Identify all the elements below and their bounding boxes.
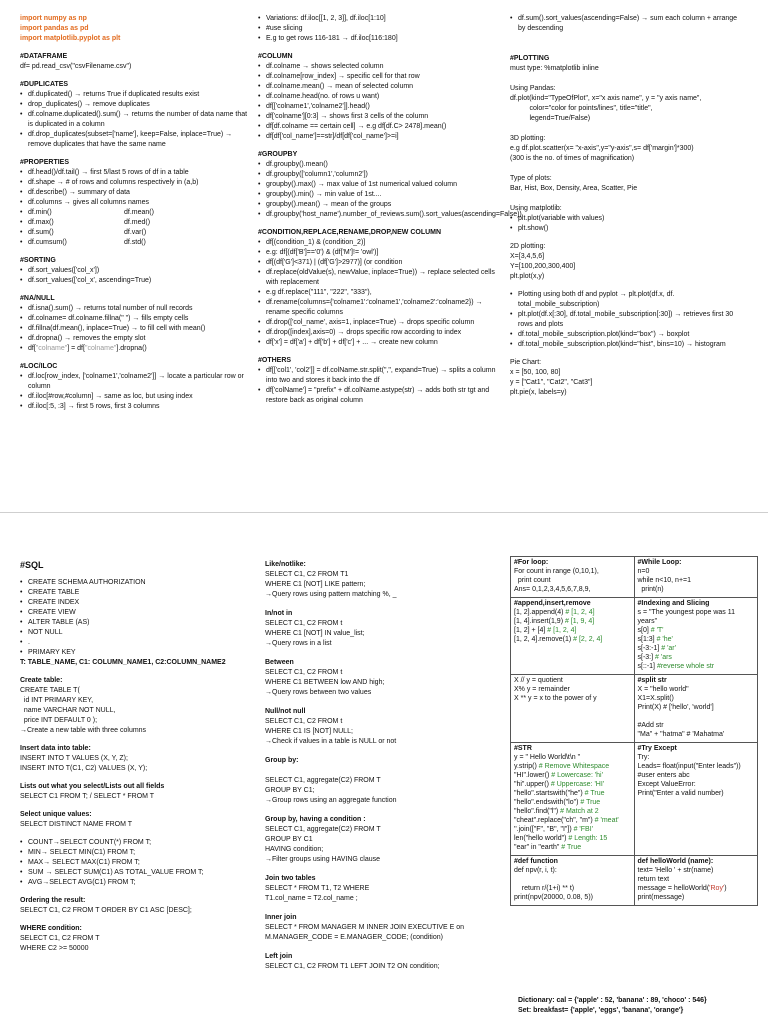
list-item: • df[['col1', 'col2']] = df.colName.str.split(",", expand=True) → splits a column into two and stores it back into the df: [258, 366, 498, 386]
list-item: • MAX→ SELECT MAX(C1) FROM T;: [20, 858, 250, 868]
text-line: Print("Enter a valid number): [637, 790, 724, 797]
list-item: • df.dropna() → removes the empty slot: [20, 334, 250, 344]
list-item: • df.drop([index],axis=0) → drops specific row according to index: [258, 328, 498, 338]
code-line: [1, 2].append(4) # [1, 2, 4]: [514, 609, 595, 616]
code-line: "hello".endswith("lo") # True: [514, 799, 601, 806]
list-item: • PRIMARY KEY: [20, 648, 250, 658]
section-condition-heading: #CONDITION,REPLACE,RENAME,DROP,NEW COLUMN: [258, 229, 442, 236]
text-line: Type of plots:: [510, 175, 552, 182]
section-groupby-heading: #GROUPBY: [258, 151, 298, 158]
list-item: • plt.plot(variable with values): [510, 214, 746, 224]
grid-row-functions: [511, 856, 758, 906]
text-line: must type: %matplotlib inline: [510, 65, 599, 72]
section-duplicates-heading: #DUPLICATES: [20, 81, 69, 88]
list-item: • E.g to get rows 116-181 → df.iloc[116:180]: [258, 34, 498, 44]
text-line: y = ["Cat1", "Cat2", "Cat3"]: [510, 379, 593, 386]
while-loop-cell: #While Loop: n=0 while n<10, n+=1 print(n): [634, 557, 758, 598]
text-line: X // y = quotient: [514, 677, 563, 684]
list-item: • df.isna().sum() → returns total number of null records: [20, 304, 250, 314]
code-line: "hi".upper() # Uppercase: 'HI': [514, 781, 605, 788]
list-item: • df.drop_duplicates(subset=['name'], keep=False, inplace=True) → remove duplicates that have the same name: [20, 130, 250, 150]
property-pair: • df.sum() df.var(): [20, 228, 250, 238]
list-item: • df.fillna(df.mean(), inplace=True) → to fill cell with mean(): [20, 324, 250, 334]
list-item: • df.loc[row_index, ['colname1','colname2']] → locate a particular row or column: [20, 372, 250, 392]
list-item: • #use slicing: [258, 24, 498, 34]
property-pair: • df.max() df.med(): [20, 218, 250, 228]
list-item: • .: [20, 638, 250, 648]
list-item: • df.groupby(['column1','column2']): [258, 170, 498, 180]
sql-table-legend: T: TABLE_NAME, C1: COLUMN_NAME1, C2:COLUMN_NAME2: [20, 659, 226, 666]
text-line: [510, 164, 746, 174]
text-line: SELECT DISTINCT NAME FROM T: [20, 821, 133, 828]
text-line: e.g df.plot.scatter(x= "x-axis",y="y-axis",s= df['margin']*300): [510, 145, 694, 152]
section-column-heading: #COLUMN: [258, 53, 293, 60]
sql-order-lines: [20, 896, 250, 916]
sql-block: Inner join SELECT * FROM MANAGER M INNER JOIN EXECUTIVE E on M.MANAGER_CODE = E.MANAGER_CODE; (condition): [265, 914, 465, 941]
list-item: • df['x'] = df['a'] + df['b'] + df['c'] + ... → create new column: [258, 338, 498, 348]
property-pair: • df.min() df.mean(): [20, 208, 250, 218]
list-item: • SUM → SELECT SUM(C1) AS TOTAL_VALUE FROM T;: [20, 868, 250, 878]
sql-block: Left join SELECT C1, C2 FROM T1 LEFT JOIN T2 ON condition;: [265, 953, 440, 970]
matplotlib-list: [510, 214, 746, 234]
list-item: • COUNT→SELECT COUNT(*) FROM T;: [20, 838, 250, 848]
text-line: Lists out what you select/Lists out all fields: [20, 783, 165, 790]
list-item: • df.describe() → summary of data: [20, 188, 250, 198]
text-line: Y=[100,200,300,400]: [510, 263, 576, 270]
list-item: • CREATE VIEW: [20, 608, 250, 618]
code-line: s[-3:] # 'ars: [637, 654, 672, 661]
text-line: SELECT C1, C2 FROM T: [20, 935, 100, 942]
sql-column-2: [265, 560, 503, 972]
text-line: Leads= float(input("Enter leads")): [637, 763, 741, 770]
code-line: "hello".startswith("he") # True: [514, 790, 605, 797]
text-line: price INT DEFAULT 0 );: [20, 717, 98, 724]
list-item: • df.replace(oldValue(s), newValue, inplace=True)) → replace selected cells with replacement: [258, 268, 498, 288]
text-line: 2D plotting:: [510, 243, 546, 250]
text-line: Using Pandas:: [510, 85, 556, 92]
text-line: Select unique values:: [20, 811, 92, 818]
list-item: • df[['colname1','colname2']].head(): [258, 102, 498, 112]
sum-sort-line: • df.sum().sort_values(ascending=False) → sum each column + arrange by descending: [510, 14, 746, 34]
plotting-list: [510, 290, 746, 350]
list-item: • df.sort_values(['col_x']): [20, 266, 250, 276]
import-line: import pandas as pd: [20, 25, 89, 32]
sorting-list: [20, 266, 250, 286]
text-line: color="color for points/lines", title="title",: [510, 105, 653, 112]
list-item: • groupby().min() → min value of 1st....: [258, 190, 498, 200]
text-line: id INT PRIMARY KEY,: [20, 697, 94, 704]
text-line: Print(X) # ['hello', 'world']: [637, 704, 714, 711]
text-line: SELECT C1, C2 FROM T ORDER BY C1 ASC [DESC];: [20, 907, 192, 914]
section-sorting-heading: #SORTING: [20, 257, 56, 264]
list-item: • df['colName'] = "prefix" + df.colName.astype(str) → adds both str tgt and restore back as original column: [258, 386, 498, 406]
code-line: message = helloWorld('Roy'): [637, 885, 727, 892]
text-line: name VARCHAR NOT NULL,: [20, 707, 116, 714]
sql-block: Group by: SELECT C1, aggregate(C2) FROM T GROUP BY C1; →Group rows using an aggregate function: [265, 757, 397, 804]
text-line: →Create a new table with three columns: [20, 727, 147, 734]
sql-block: Join two tables SELECT * FROM T1, T2 WHERE T1.col_name = T2.col_name ;: [265, 875, 370, 902]
text-line: SELECT C1 FROM T; / SELECT * FROM T: [20, 793, 155, 800]
grid-row-loops: [511, 557, 758, 598]
text-line: [510, 124, 746, 134]
code-line: [1, 4].insert(1,9) # [1, 9, 4]: [514, 618, 595, 625]
properties-list: [20, 168, 250, 208]
list-item: • df.drop(['col_name', axis=1, inplace=True) → drops specific column: [258, 318, 498, 328]
code-line: [1, 2, 4].remove(1) # [2, 2, 4]: [514, 636, 603, 643]
list-item: • NOT NULL: [20, 628, 250, 638]
list-item: • CREATE TABLE: [20, 588, 250, 598]
imports: [20, 14, 250, 44]
str-methods-cell: #STR y = " Hello World\t\n " y.strip() # Remove Whitespace "HI".lower() # Lowercase: 'hi' "hi".upper() # Uppercase: 'HI' "hello".startswith("he") # True "hello".endswith("lo") # True "hello".find("l") # Match at 2 "cheat".replace("ch", "m") # 'meat' ''.join(["F", "B", "I"]) # 'FBI' len("hello world") # Length: 15 "ear" in "earth" # True: [511, 743, 635, 856]
section-plotting-heading: #PLOTTING: [510, 55, 550, 62]
list-item: • df['colname'][0:3] → shows first 3 cells of the column: [258, 112, 498, 122]
code-line: return text: [637, 876, 670, 883]
code-line: s = "The youngest pope was 11 years": [637, 609, 736, 625]
grid-row-lists: [511, 598, 758, 675]
text-line: Except ValueError:: [637, 781, 696, 788]
sql-unique-lines: [20, 810, 250, 830]
text-line: Insert data into table:: [20, 745, 91, 752]
sql-block: Null/not null SELECT C1, C2 FROM t WHERE C1 IS [NOT] NULL; →Check if values in a table is NULL or not: [265, 708, 397, 745]
iloc-variations-list: [258, 14, 498, 44]
list-item: • ALTER TABLE (AS): [20, 618, 250, 628]
list-item: • df.sort_values(['col_x', ascending=True): [20, 276, 250, 286]
text-line: X1=X.split(): [637, 695, 674, 702]
operators-cell: [511, 675, 635, 743]
text-line: return r/(1+i) ** t): [514, 885, 575, 892]
text-line: print(npv(20000, 0.08, 5)): [514, 894, 593, 901]
text-line: Create table:: [20, 677, 63, 684]
properties-pairs: [20, 208, 250, 248]
text-line: Ordering the result:: [20, 897, 86, 904]
pie-chart-lines: [510, 358, 746, 398]
sql-aggregate-list: [20, 838, 250, 888]
list-item: • groupby().mean() → mean of the groups: [258, 200, 498, 210]
code-line: text= 'Hello ' + str(name): [637, 867, 714, 874]
code-line: "HI".lower() # Lowercase: 'hi': [514, 772, 603, 779]
text-line: Try:: [637, 754, 650, 761]
append-insert-cell: #append,insert,remove [1, 2].append(4) # [1, 2, 4] [1, 4].insert(1,9) # [1, 9, 4] [1, 2] + [4] # [1, 2, 4] [1, 2, 4].remove(1) # [2, 2, 4]: [511, 598, 635, 675]
code-line: ''.join(["F", "B", "I"]) # 'FBI': [514, 826, 593, 833]
code-line: s[::-1] #reverse whole str: [637, 663, 715, 670]
import-line: import numpy as np: [20, 15, 87, 22]
import-line: import matplotlib.pyplot as plt: [20, 35, 121, 42]
code-line: print(message): [637, 894, 685, 901]
list-item: • df.groupby().mean(): [258, 160, 498, 170]
code-line: "ear" in "earth" # True: [514, 844, 582, 851]
list-item: • df.total_mobile_subscription.plot(kind="hist", bins=10) → histogram: [510, 340, 746, 350]
code-line: s[1:3] # 'he': [637, 636, 673, 643]
text-line: df.plot(kind="TypeOfPlot", x="x axis name", y = "y axis name",: [510, 95, 702, 102]
dict-set-notes: [518, 996, 758, 1016]
text-line: X% y = remainder: [514, 686, 570, 693]
page-divider: [0, 512, 768, 513]
code-line: len("hello world") # Length: 15: [514, 835, 608, 842]
text-line: WHERE condition:: [20, 925, 82, 932]
text-line: X = "hello world": [637, 686, 689, 693]
list-item: • df.total_mobile_subscription.plot(kind="box") → boxplot: [510, 330, 746, 340]
text-line: print(n): [637, 586, 664, 593]
code-line: y = " Hello World\t\n ": [514, 754, 581, 761]
text-line: plt.pie(x, labels=y): [510, 389, 567, 396]
text-line: For count in range (0,10,1),: [514, 568, 599, 575]
list-item: • df.colname.mean() → mean of selected column: [258, 82, 498, 92]
sql-where-lines: [20, 924, 250, 954]
code-line: s[0] # 'T': [637, 627, 664, 634]
column-2: [258, 14, 522, 406]
hello-world-cell: def helloWorld (name): text= 'Hello ' + str(name) return text message = helloWorld('Roy') print(message): [634, 856, 758, 906]
text-line: CREATE TABLE T(: [20, 687, 80, 694]
text-line: [510, 74, 746, 84]
property-pair: • df.cumsum() df.std(): [20, 238, 250, 248]
grid-row-operators: [511, 675, 758, 743]
duplicates-list: [20, 90, 250, 150]
list-item: • Plotting using both df and pyplot → plt.plot(df.x, df. total_mobile_subscription): [510, 290, 746, 310]
section-others-heading: #OTHERS: [258, 357, 292, 364]
condition-list: [258, 238, 498, 348]
column-3: [510, 14, 746, 398]
sql-insert-lines: [20, 744, 250, 774]
text-line: 3D plotting:: [510, 135, 546, 142]
text-line: "Ma" + "hatma" # 'Mahatma': [637, 731, 725, 738]
python-basics-grid: [510, 556, 758, 906]
sql-block: Like/notlike: SELECT C1, C2 FROM T1 WHERE C1 [NOT] LIKE pattern; →Query rows using pattern matching %, _: [265, 561, 397, 598]
for-loop-cell: #For loop: For count in range (0,10,1), print count Ans= 0,1,2,3,4,5,6,7,8,9,: [511, 557, 635, 598]
try-except-cell: #Try Except Try: Leads= float(input("Enter leads")) #user enters abc Except ValueError: Print("Enter a valid number): [634, 743, 758, 856]
section-sql-heading: #SQL: [20, 560, 44, 570]
list-item: • df.duplicated() → returns True if duplicated results exist: [20, 90, 250, 100]
sql-block: In/not in SELECT C1, C2 FROM t WHERE C1 [NOT] IN value_list; →Query rows in a list: [265, 610, 365, 647]
sql-create-lines: [20, 676, 250, 736]
column-1: [20, 14, 250, 412]
text-line: [514, 875, 631, 884]
grid-row-strings: [511, 743, 758, 856]
list-item: • df.colname.duplicated().sum() → returns the number of data name that is duplicated in a column: [20, 110, 250, 130]
nanull-list: [20, 304, 250, 344]
plotting-lines: [510, 64, 746, 214]
split-str-cell: #split str X = "hello world" X1=X.split() Print(X) # ['hello', 'world'] #Add str "Ma" + "hatma" # 'Mahatma': [634, 675, 758, 743]
list-item: • df[df.colname == certain cell] → e.g df[df.C> 2478].mean(): [258, 122, 498, 132]
nanull-dropna-line: • df["colname"] = df["colname"].dropna(): [20, 344, 250, 354]
section-properties-heading: #PROPERTIES: [20, 159, 70, 166]
groupby-list: [258, 160, 522, 220]
code-line: y.strip() # Remove Whitespace: [514, 763, 610, 770]
text-line: (300 is the no. of times of magnification): [510, 155, 635, 162]
list-item: • plt.show(): [510, 224, 746, 234]
code-line: "cheat".replace("ch", "m") # 'meat': [514, 817, 619, 824]
text-line: #user enters abc: [637, 772, 690, 779]
sql-lists-lines: [20, 782, 250, 802]
dataframe-line: df= pd.read_csv("csvFilename.csv"): [20, 63, 132, 70]
text-line: #Add str: [637, 722, 664, 729]
code-line: s[-3:-1] # 'ar': [637, 645, 676, 652]
text-line: def npv(r, i, t):: [514, 867, 557, 874]
list-item: • df.colname.head(no. of rows u want): [258, 92, 498, 102]
plotting-2d-lines: [510, 242, 746, 282]
list-item: • AVG→SELECT AVG(C1) FROM T;: [20, 878, 250, 888]
list-item: • df.iloc[#row,#column] → same as loc, but using index: [20, 392, 250, 402]
code-line: "hello".find("l") # Match at 2: [514, 808, 599, 815]
sql-block: Between SELECT C1, C2 FROM t WHERE C1 BETWEEN low AND high; →Query rows between two values: [265, 659, 385, 696]
section-nanull-heading: #NA/NULL: [20, 295, 55, 302]
list-item: • e.g: df[(df['B']=='0') & (df['M']!= 'owl')]: [258, 248, 498, 258]
code-line: [1, 2] + [4] # [1, 2, 4]: [514, 627, 577, 634]
text-line: while n<10, n+=1: [637, 577, 692, 584]
text-line: n=0: [637, 568, 650, 575]
column-list: [258, 62, 498, 142]
text-line: INSERT INTO T(C1, C2) VALUES (X, Y);: [20, 765, 148, 772]
text-line: [510, 194, 746, 204]
list-item: • df.head()/df.tail() → first 5/last 5 rows of df in a table: [20, 168, 250, 178]
list-item: • e.g df.replace("111", "222", "333"),: [258, 288, 498, 298]
indexing-cell: #Indexing and Slicing s = "The youngest pope was 11 years" s[0] # 'T' s[1:3] # 'he' s[-3:-1] # 'ar' s[-3:] # 'ars s[::-1] #reverse whole str: [634, 598, 758, 675]
others-list: [258, 366, 498, 406]
text-line: Pie Chart:: [510, 359, 542, 366]
list-item: • plt.plot(df.x[:30], df.total_mobile_subscription[:30]) → retrieves first 30 rows and plots: [510, 310, 746, 330]
list-item: • df.shape → # of rows and columns respectively in (a,b): [20, 178, 250, 188]
list-item: • df.iloc[:5, :3] → first 5 rows, first 3 columns: [20, 402, 250, 412]
list-item: • groupby().max() → max value of 1st numerical valued column: [258, 180, 498, 190]
list-item: • df[(df['G']<371) | (df['G']>2977)] (or condition: [258, 258, 498, 268]
list-item: • MIN→ SELECT MIN(C1) FROM T;: [20, 848, 250, 858]
text-line: plt.plot(x,y): [510, 273, 545, 280]
sql-commands-list: [20, 578, 250, 658]
lociloc-list: [20, 372, 250, 412]
text-line: [638, 712, 755, 721]
text-line: Ans= 0,1,2,3,4,5,6,7,8,9,: [514, 586, 591, 593]
section-lociloc-heading: #LOC/ILOC: [20, 363, 58, 370]
list-item: • df[(condition_1) & (condition_2)]: [258, 238, 498, 248]
list-item: • df.colname → shows selected column: [258, 62, 498, 72]
list-item: • Variations: df.iloc[[1, 2, 3]], df.iloc[1:10]: [258, 14, 498, 24]
list-item: • drop_duplicates() → remove duplicates: [20, 100, 250, 110]
list-item: • df.colname[row_index] → specific cell for that row: [258, 72, 498, 82]
list-item: • CREATE SCHEMA AUTHORIZATION: [20, 578, 250, 588]
text-line: print count: [514, 577, 551, 584]
text-line: X ** y = x to the power of y: [514, 695, 597, 702]
sql-block: Group by, having a condition : SELECT C1, aggregate(C2) FROM T GROUP BY C1 HAVING condition; →Filter groups using HAVING clause: [265, 816, 381, 863]
dictionary-line: Dictionary: cal = {'apple' : 52, 'banana' : 89, 'choco' : 546}: [518, 997, 707, 1004]
set-line: Set: breakfast= {'apple', 'eggs', 'banana', 'orange'}: [518, 1007, 684, 1014]
list-item: • df.groupby('host_name').number_of_reviews.sum().sort_values(ascending=False)): [258, 210, 498, 220]
text-line: WHERE C2 >= 50000: [20, 945, 89, 952]
list-item: • df.columns → gives all columns names: [20, 198, 250, 208]
list-item: • df.rename(columns={'colname1':'colname1','colname2':'colname2}) → rename specific columns: [258, 298, 498, 318]
def-function-cell: #def function def npv(r, i, t): return r/(1+i) ** t) print(npv(20000, 0.08, 5)): [511, 856, 635, 906]
text-line: X=[3,4,5,6]: [510, 253, 545, 260]
text-line: Bar, Hist, Box, Density, Area, Scatter, Pie: [510, 185, 638, 192]
text-line: Using matplotlib:: [510, 205, 562, 212]
list-item: • df[df['col_name']==str]/df[df['col_name']>=i]: [258, 132, 498, 142]
text-line: legend=True/False): [510, 115, 591, 122]
sql-column-1: [20, 560, 250, 954]
text-line: x = [50, 100, 80]: [510, 369, 561, 376]
text-line: INSERT INTO T VALUES (X, Y, Z);: [20, 755, 128, 762]
list-item: • CREATE INDEX: [20, 598, 250, 608]
section-dataframe-heading: #DATAFRAME: [20, 53, 68, 60]
list-item: • df.colname= df.colname.fillna(" ") → fills empty cells: [20, 314, 250, 324]
